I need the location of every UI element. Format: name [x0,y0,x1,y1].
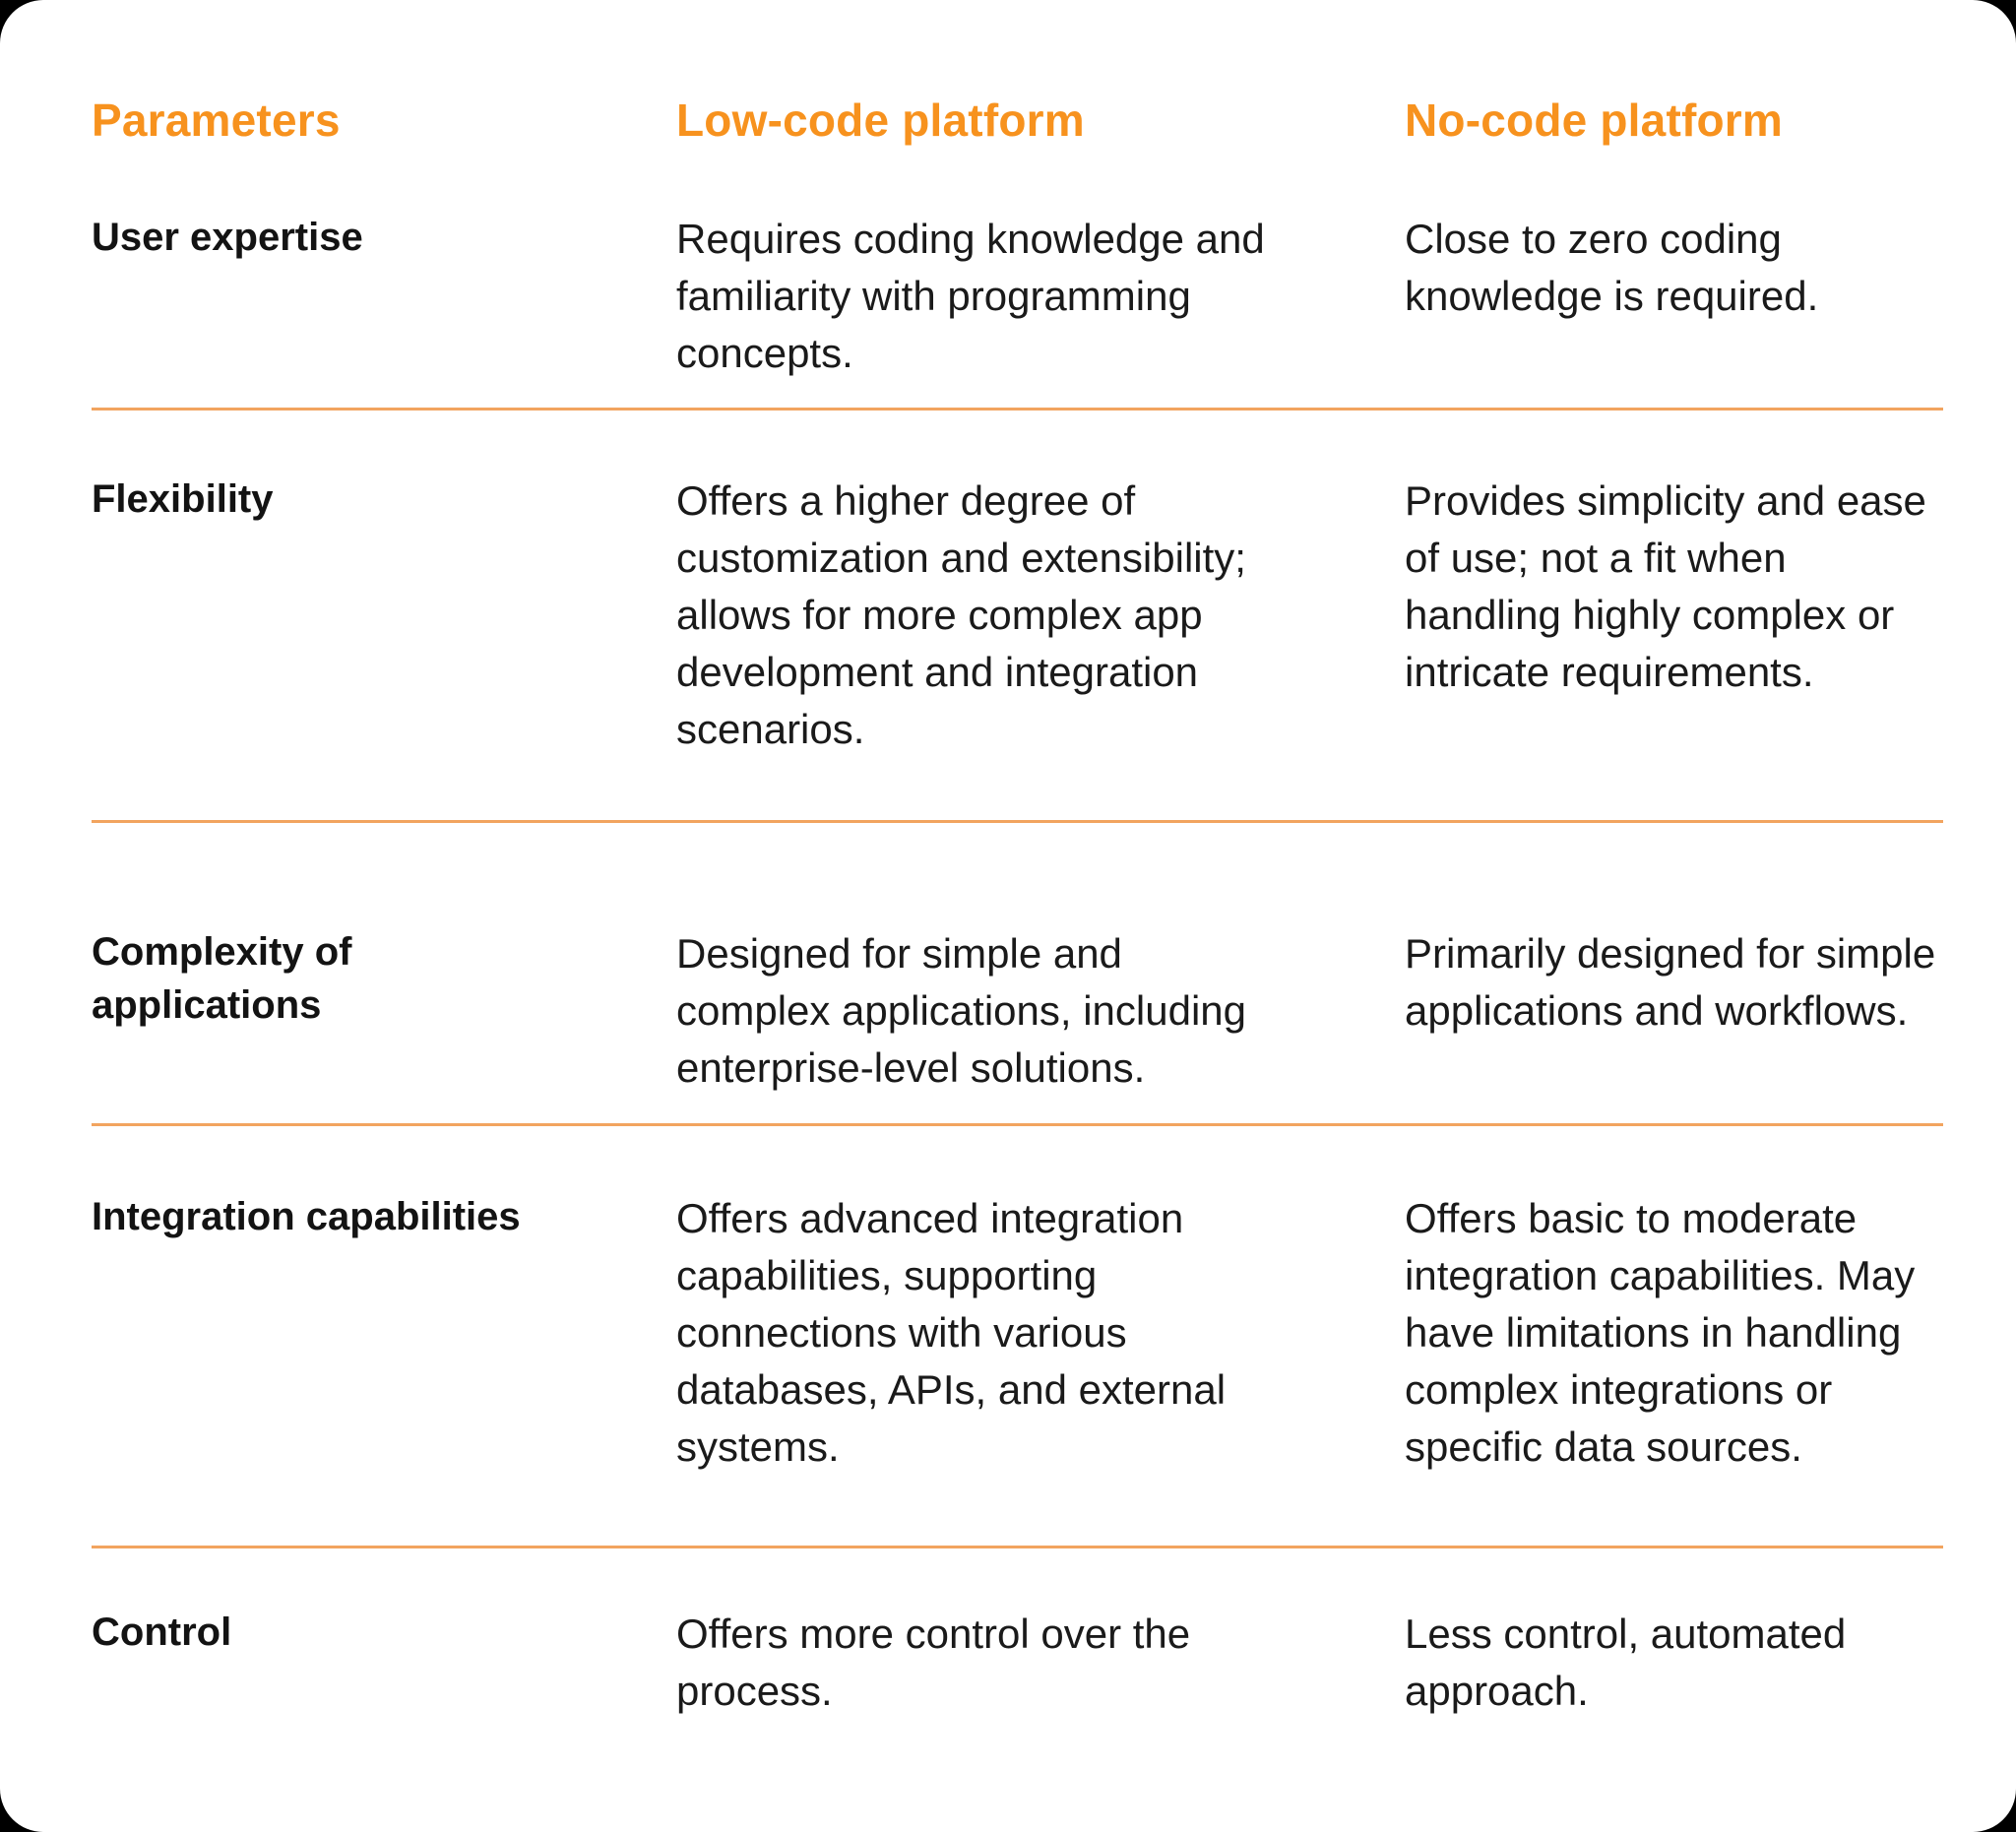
no-code-cell: Offers basic to moderate integration capabilities. May have limitations in handling complex integrations or specific data sources. [1405,1195,1916,1470]
no-code-cell: Less control, automated approach. [1405,1611,1847,1714]
row-label: User expertise [92,216,363,259]
row-label: Integration capabilities [92,1195,521,1238]
low-code-cell: Offers a higher degree of customization and extensibility; allows for more complex app development and integration scenarios. [676,477,1246,752]
table-row-user-expertise [92,150,1943,411]
no-code-cell: Close to zero coding knowledge is required. [1405,216,1819,319]
row-label: Flexibility [92,477,274,521]
low-code-cell: Offers advanced integration capabilities, supporting connections with various databases, APIs, and external systems. [676,1195,1227,1470]
low-code-cell: Designed for simple and complex applications, including enterprise-level solutions. [676,930,1246,1091]
row-label: Control [92,1611,232,1654]
table-row-complexity-of-applications [92,823,1943,1126]
column-header-no-code-platform: No-code platform [1405,95,1783,146]
table-header-row [92,91,1943,150]
table-row-control [92,1548,1943,1759]
column-header-low-code-platform: Low-code platform [676,95,1085,146]
table-row-flexibility [92,411,1943,823]
no-code-cell: Provides simplicity and ease of use; not a fit when handling highly complex or intricate requirements. [1405,477,1926,695]
low-code-cell: Offers more control over the process. [676,1611,1191,1714]
column-header-parameters: Parameters [92,95,341,146]
no-code-cell: Primarily designed for simple applications and workflows. [1405,930,1936,1034]
row-label: Complexity of applications [92,930,352,1027]
table-row-integration-capabilities [92,1126,1943,1548]
low-code-cell: Requires coding knowledge and familiarity with programming concepts. [676,216,1265,376]
